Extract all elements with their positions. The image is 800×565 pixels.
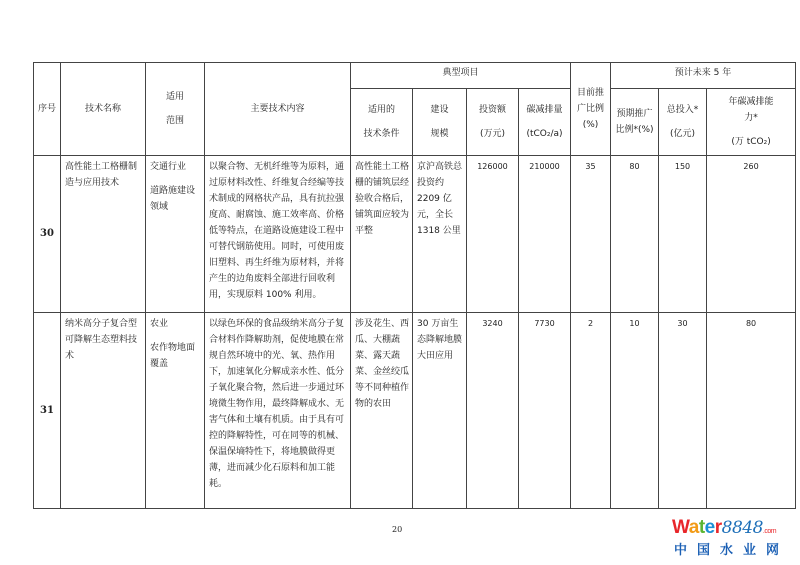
header-scope-line1: 适用 <box>165 92 184 102</box>
row-applicable-conditions: 涉及花生、西瓜、大棚蔬菜、露天蔬菜、金丝绞瓜等不同种植作物的农田 <box>351 313 413 509</box>
row-main-content: 以聚合物、无机纤维等为原料，通过原材料改性、纤维复合经编等技术制成的网格状产品，具有抗拉强度高、耐腐蚀、施工效率高、价格低等特点，在道路设施建设工程中可替代钢筋使用。同时，可使用废旧塑料、再生纤维为原材料，并将产生的边角废料全部进行回收利用，实现原料 100% 利用。 <box>205 156 351 313</box>
row-scope <box>146 156 205 313</box>
row-expected-ratio: 80 <box>611 156 659 313</box>
row-scope-line1: 农业 <box>150 319 169 329</box>
header-scope <box>146 63 205 156</box>
header-annual-reduction-line1: 年碳减排能 <box>728 97 774 107</box>
watermark-letter-r: r <box>714 517 722 538</box>
row-investment: 3240 <box>467 313 519 509</box>
watermark-logo <box>672 518 796 564</box>
header-build-scale <box>413 89 467 156</box>
header-forecast: 预计未来 5 年 <box>611 63 796 89</box>
header-carbon-reduction <box>519 89 571 156</box>
header-investment <box>467 89 519 156</box>
header-total-investment-line1: 总投入* <box>666 105 699 115</box>
row-seq: 31 <box>34 313 61 509</box>
row-applicable-conditions: 高性能土工格栅的铺筑层经验收合格后，铺筑面应较为平整 <box>351 156 413 313</box>
header-current-ratio-line3: (%) <box>582 120 599 130</box>
header-total-investment-line2: (亿元) <box>670 129 696 139</box>
row-scope-line1: 交通行业 <box>150 162 187 172</box>
row-scope-line2: 道路施建设领域 <box>150 186 196 212</box>
header-expected-ratio-line2: 比例*(%) <box>615 125 654 135</box>
header-current-ratio-line2: 广比例 <box>577 104 605 114</box>
watermark-brand <box>672 518 796 542</box>
header-annual-reduction <box>707 89 796 156</box>
watermark-letter-t: t <box>698 517 705 538</box>
row-tech-name: 纳米高分子复合型可降解生态塑料技术 <box>61 313 146 509</box>
row-scope-line2: 农作物地面覆盖 <box>150 343 196 369</box>
row-carbon-reduction: 210000 <box>519 156 571 313</box>
header-current-ratio <box>571 63 611 156</box>
row-seq: 30 <box>34 156 61 313</box>
header-investment-line2: (万元) <box>479 129 506 139</box>
row-scope <box>146 313 205 509</box>
row-expected-ratio: 10 <box>611 313 659 509</box>
table-row <box>34 156 796 313</box>
row-investment: 126000 <box>467 156 519 313</box>
header-main-content: 主要技术内容 <box>205 63 351 156</box>
watermark-number: 8848 <box>721 518 763 538</box>
header-applicable-conditions <box>351 89 413 156</box>
header-carbon-reduction-line2: (tCO₂/a) <box>526 129 563 139</box>
technology-table <box>33 62 796 509</box>
header-build-scale-line2: 规模 <box>430 129 449 139</box>
header-expected-ratio-line1: 预期推广 <box>616 109 653 119</box>
header-row-1 <box>34 63 796 89</box>
watermark-brand-cn: 中国水业网 <box>674 543 790 558</box>
row-annual-reduction: 80 <box>707 313 796 509</box>
header-tech-name: 技术名称 <box>61 63 146 156</box>
row-carbon-reduction: 7730 <box>519 313 571 509</box>
row-current-ratio: 2 <box>571 313 611 509</box>
row-build-scale: 30 万亩生态降解地膜大田应用 <box>413 313 467 509</box>
row-current-ratio: 35 <box>571 156 611 313</box>
header-expected-ratio <box>611 89 659 156</box>
row-annual-reduction: 260 <box>707 156 796 313</box>
table-row <box>34 313 796 509</box>
header-annual-reduction-line3: (万 tCO₂) <box>731 137 771 147</box>
row-main-content: 以绿色环保的食品级纳米高分子复合材料作降解助剂，促使地膜在常规自然环境中的光、氧、热作用下，加速氧化分解成亲水性、低分子氧化聚合物，然后进一步通过环境微生物作用，最终降解成水、无害气体和土壤有机质。由于具有可控的降解特性，可在同等的机械、保温保墒特性下，将地膜做得更薄，进而减少化石原料和加工能耗。 <box>205 313 351 509</box>
header-applicable-conditions-line2: 技术条件 <box>363 129 400 139</box>
header-carbon-reduction-line1: 碳减排量 <box>526 105 563 115</box>
header-annual-reduction-line2: 力* <box>744 113 758 123</box>
header-build-scale-line1: 建设 <box>430 105 449 115</box>
watermark-letter-a: a <box>688 517 699 538</box>
row-total-investment: 30 <box>659 313 707 509</box>
header-seq: 序号 <box>34 63 61 156</box>
header-applicable-conditions-line1: 适用的 <box>367 105 395 115</box>
row-tech-name: 高性能土工格栅制造与应用技术 <box>61 156 146 313</box>
watermark-letter-e: e <box>704 517 715 538</box>
header-current-ratio-line1: 目前推 <box>577 88 605 98</box>
header-total-investment <box>659 89 707 156</box>
watermark-letter-w: W <box>672 517 689 538</box>
row-total-investment: 150 <box>659 156 707 313</box>
watermark-suffix: .com <box>762 528 777 535</box>
row-build-scale: 京沪高铁总投资约 2209 亿元，全长 1318 公里 <box>413 156 467 313</box>
header-scope-line2: 范围 <box>165 116 184 126</box>
header-investment-line1: 投资额 <box>478 105 506 115</box>
header-typical-project: 典型项目 <box>351 63 571 89</box>
page-number: 20 <box>392 525 403 534</box>
